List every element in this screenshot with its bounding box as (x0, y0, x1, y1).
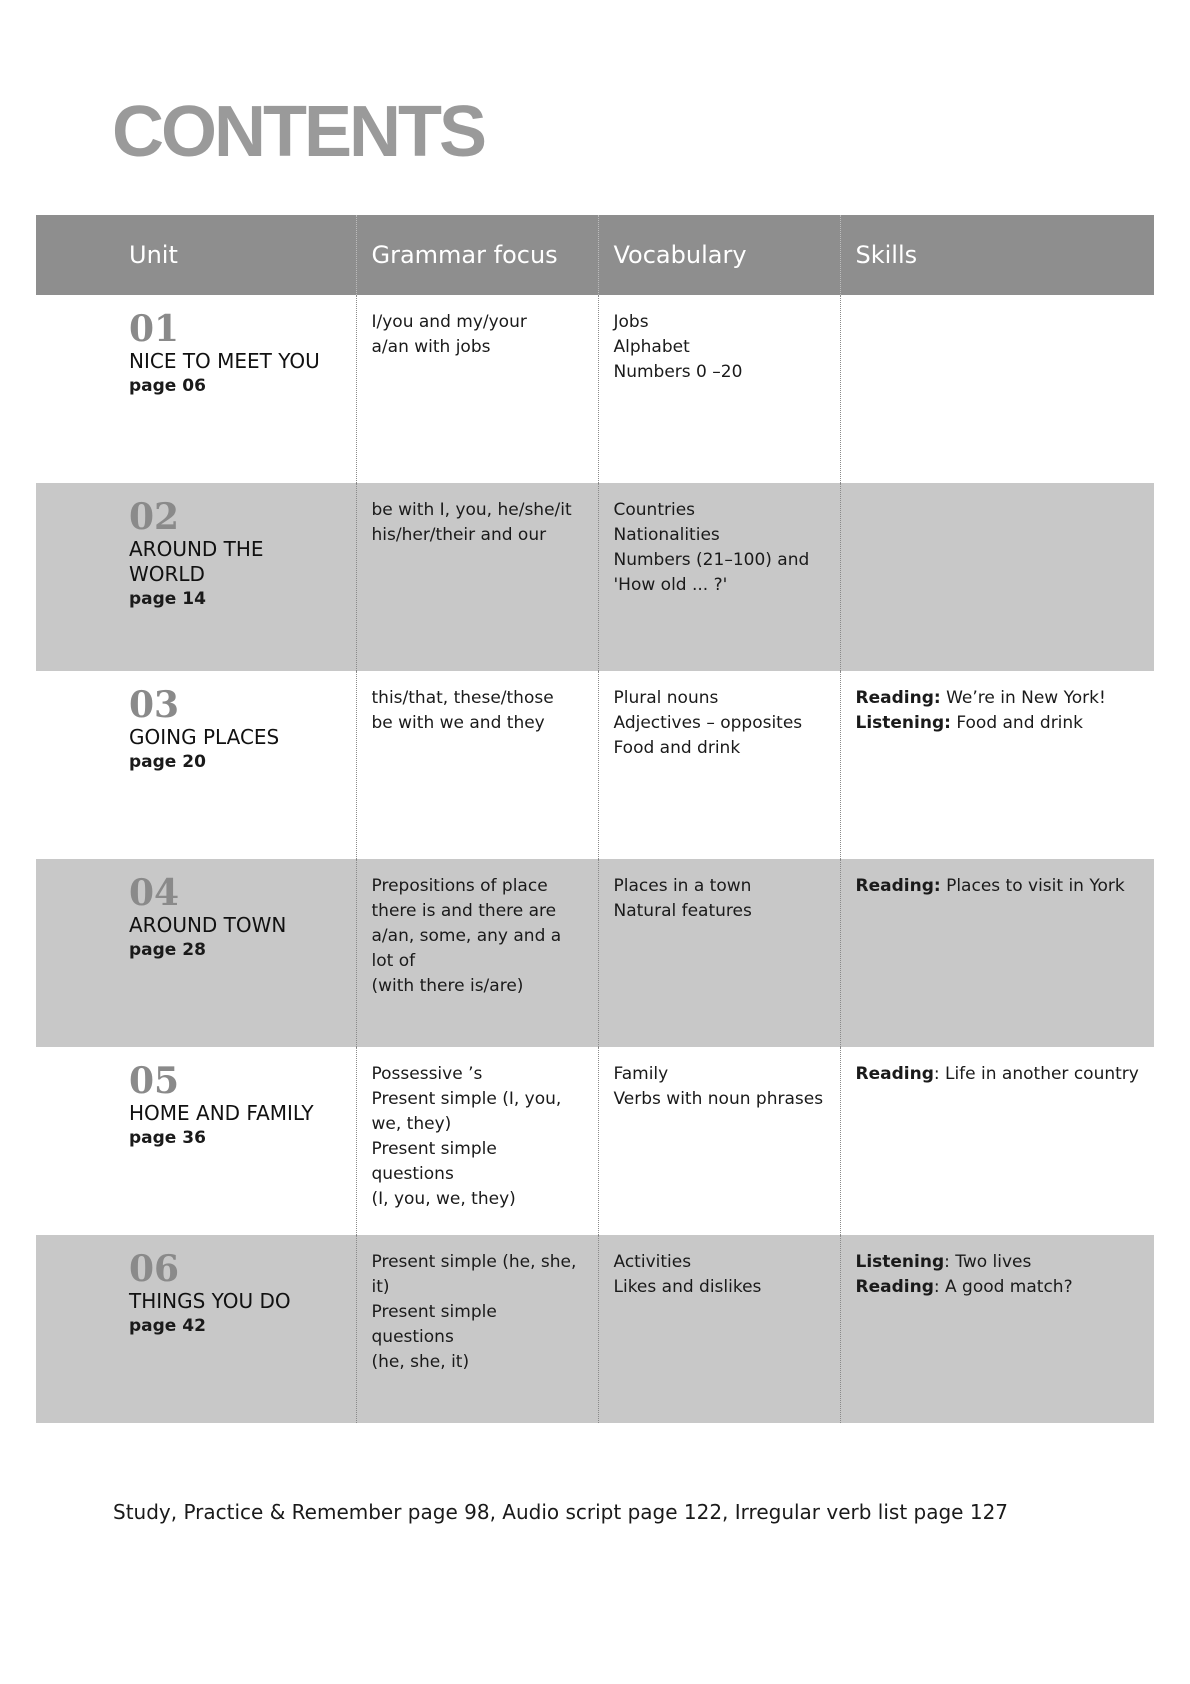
grammar-item: a/an with jobs (371, 337, 491, 357)
grammar-cell (356, 1235, 598, 1423)
vocabulary-item: Numbers 0 –20 (613, 362, 743, 382)
unit-title: NICE TO MEET YOU (129, 349, 320, 373)
grammar-cell (356, 1047, 598, 1235)
grammar-item: (I, you, we, they) (371, 1189, 516, 1209)
grammar-item: this/that, these/those (371, 688, 554, 708)
unit-cell (36, 1047, 356, 1235)
unit-title: AROUND TOWN (129, 913, 287, 937)
skill-item (856, 1250, 1141, 1275)
vocabulary-cell (598, 671, 840, 859)
grammar-item: (with there is/are) (371, 976, 524, 996)
unit-title: GOING PLACES (129, 725, 280, 749)
grammar-item: Possessive ’s (371, 1064, 483, 1084)
vocabulary-item: Verbs with noun phrases (613, 1089, 824, 1109)
vocabulary-item: 'How old ... ?' (613, 575, 728, 595)
unit-page-link[interactable]: page 20 (129, 752, 206, 772)
unit-number: 04 (129, 872, 180, 914)
unit-row (36, 1047, 1154, 1235)
grammar-cell (356, 295, 598, 483)
unit-number: 02 (129, 496, 180, 538)
skills-cell (840, 671, 1154, 859)
page-title: CONTENTS (112, 92, 484, 172)
grammar-item: Present simple questions (371, 1302, 497, 1347)
table-header-row (36, 215, 1154, 295)
vocabulary-cell (598, 1047, 840, 1235)
unit-page-link[interactable]: page 36 (129, 1128, 206, 1148)
unit-page-link[interactable]: page 28 (129, 940, 206, 960)
grammar-item: there is and there are (371, 901, 557, 921)
vocabulary-item: Family (613, 1064, 669, 1084)
vocabulary-cell (598, 1235, 840, 1423)
grammar-item: I/you and my/your (371, 312, 527, 332)
vocabulary-cell (598, 295, 840, 483)
header-skills: Skills (840, 215, 1154, 295)
unit-row (36, 1235, 1154, 1423)
skill-text: We’re in New York! (940, 688, 1106, 708)
skill-label: Reading (855, 1064, 934, 1084)
grammar-cell (356, 859, 598, 1047)
skill-label: Reading (855, 1277, 934, 1297)
vocabulary-item: Likes and dislikes (613, 1277, 762, 1297)
unit-page-link[interactable]: page 42 (129, 1316, 206, 1336)
unit-row (36, 295, 1154, 483)
unit-cell (36, 1235, 356, 1423)
grammar-cell (356, 671, 598, 859)
grammar-item: a/an, some, any and a lot of (371, 926, 562, 971)
header-grammar-focus: Grammar focus (356, 215, 598, 295)
vocabulary-item: Nationalities (613, 525, 720, 545)
grammar-item: (he, she, it) (371, 1352, 470, 1372)
unit-number: 03 (129, 684, 180, 726)
skill-label: Listening (855, 1252, 945, 1272)
vocabulary-item: Countries (613, 500, 696, 520)
grammar-item: be with we and they (371, 713, 545, 733)
unit-title: THINGS YOU DO (129, 1289, 291, 1313)
skills-cell (840, 483, 1154, 671)
unit-row (36, 671, 1154, 859)
skill-item (856, 1275, 1141, 1300)
skill-item (856, 686, 1141, 711)
grammar-item: Present simple (he, she, it) (371, 1252, 577, 1297)
unit-row (36, 483, 1154, 671)
vocabulary-item: Numbers (21–100) and (613, 550, 810, 570)
skill-item (856, 874, 1141, 899)
vocabulary-cell (598, 483, 840, 671)
skill-item (856, 1062, 1141, 1087)
skills-cell (840, 1235, 1154, 1423)
grammar-item: Prepositions of place (371, 876, 548, 896)
vocabulary-item: Adjectives – opposites (613, 713, 803, 733)
skill-text: Food and drink (950, 713, 1084, 733)
unit-title: AROUND THE WORLD (129, 537, 264, 586)
vocabulary-item: Food and drink (613, 738, 741, 758)
header-vocabulary: Vocabulary (598, 215, 840, 295)
unit-cell (36, 483, 356, 671)
header-unit: Unit (36, 215, 356, 295)
skill-text: : Life in another country (933, 1064, 1139, 1084)
skills-cell (840, 859, 1154, 1047)
vocabulary-item: Activities (613, 1252, 692, 1272)
skill-label: Reading: (855, 688, 941, 708)
grammar-cell (356, 483, 598, 671)
contents-table (36, 215, 1154, 1423)
grammar-item: Present simple questions (371, 1139, 497, 1184)
grammar-item: be with I, you, he/she/it (371, 500, 572, 520)
footer-references: Study, Practice & Remember page 98, Audio script page 122, Irregular verb list page 127 (113, 1500, 1009, 1524)
unit-cell (36, 859, 356, 1047)
skill-text: Places to visit in York (940, 876, 1125, 896)
unit-row (36, 859, 1154, 1047)
unit-page-link[interactable]: page 14 (129, 589, 206, 609)
unit-number: 05 (129, 1060, 180, 1102)
vocabulary-item: Natural features (613, 901, 752, 921)
unit-title: HOME AND FAMILY (129, 1101, 314, 1125)
vocabulary-cell (598, 859, 840, 1047)
unit-page-link[interactable]: page 06 (129, 376, 206, 396)
unit-cell (36, 671, 356, 859)
unit-number: 06 (129, 1248, 180, 1290)
skill-label: Reading: (855, 876, 941, 896)
vocabulary-item: Jobs (613, 312, 649, 332)
skill-text: : A good match? (933, 1277, 1073, 1297)
grammar-item: his/her/their and our (371, 525, 547, 545)
skills-cell (840, 295, 1154, 483)
unit-number: 01 (129, 308, 180, 350)
skill-text: : Two lives (944, 1252, 1032, 1272)
skill-item (856, 711, 1141, 736)
skill-label: Listening: (855, 713, 951, 733)
skills-cell (840, 1047, 1154, 1235)
vocabulary-item: Plural nouns (613, 688, 719, 708)
grammar-item: Present simple (I, you, we, they) (371, 1089, 562, 1134)
unit-cell (36, 295, 356, 483)
vocabulary-item: Places in a town (613, 876, 752, 896)
vocabulary-item: Alphabet (613, 337, 690, 357)
